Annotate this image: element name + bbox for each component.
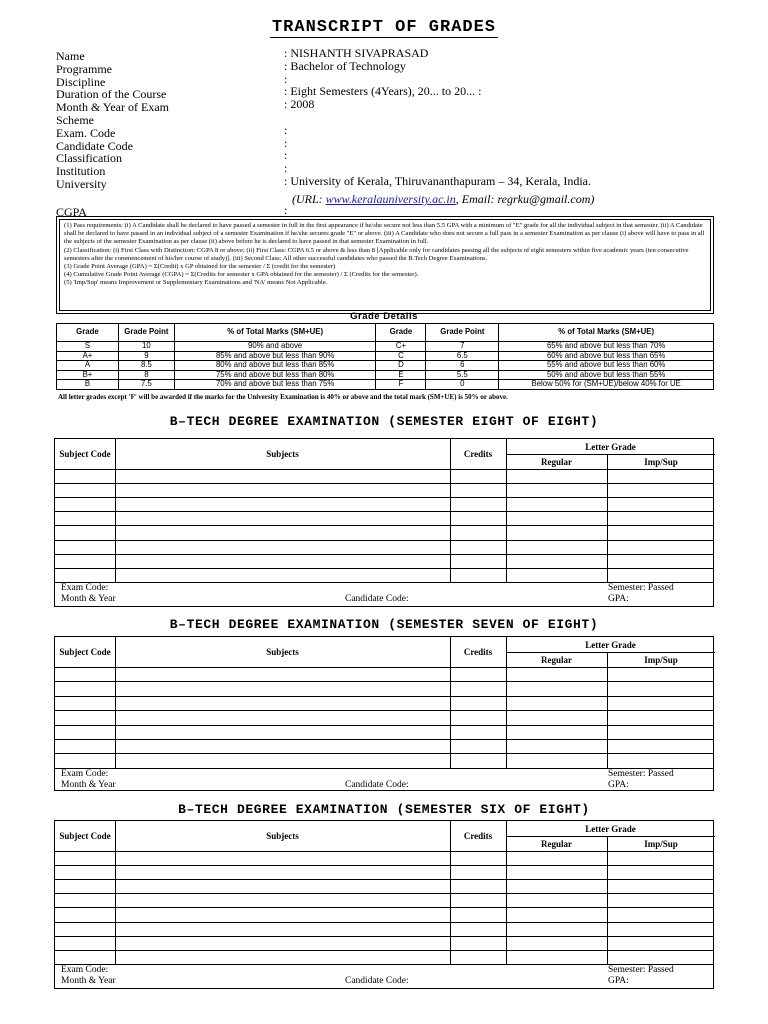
info-value: : University of Kerala, Thiruvananthapuram – 34, Kerala, India. bbox=[284, 173, 592, 188]
info-value: : bbox=[284, 161, 288, 176]
table-row bbox=[55, 681, 713, 695]
grade-cell: 0 bbox=[426, 380, 499, 390]
footer-gpa: GPA: bbox=[608, 975, 629, 986]
footer-month-year: Month & Year bbox=[61, 593, 116, 604]
info-label: Programme bbox=[56, 61, 112, 76]
grade-cell: 85% and above but less than 90% bbox=[174, 351, 376, 361]
grade-cell: Below 50% for (SM+UE)/below 40% for UE bbox=[499, 380, 714, 390]
grade-header-cell: Grade Point bbox=[426, 324, 499, 342]
table-row bbox=[55, 568, 713, 582]
semester-footer bbox=[55, 768, 713, 792]
info-label: Candidate Code bbox=[56, 138, 133, 153]
header-subject-code: Subject Code bbox=[59, 647, 111, 657]
grade-cell: 6.5 bbox=[426, 351, 499, 361]
grade-header-cell: Grade bbox=[376, 324, 426, 342]
footer-month-year: Month & Year bbox=[61, 779, 116, 790]
table-row bbox=[55, 907, 713, 921]
table-row bbox=[55, 893, 713, 907]
info-row bbox=[56, 114, 716, 127]
table-row bbox=[55, 540, 713, 554]
footer-gpa: GPA: bbox=[608, 593, 629, 604]
table-row bbox=[55, 879, 713, 893]
info-label: Classification bbox=[56, 151, 122, 166]
footer-month-year: Month & Year bbox=[61, 975, 116, 986]
table-row bbox=[55, 696, 713, 710]
header-imp-sup: Imp/Sup bbox=[644, 654, 678, 665]
note-item: (4) Cumulative Grade Point Average (CGPA) = Σ(Credits for semester x GPA obtained for the semester) / Σ (Credits for the semester). bbox=[64, 271, 419, 279]
grade-cell: 8 bbox=[118, 370, 174, 380]
footer-exam-code: Exam Code: bbox=[61, 768, 109, 779]
grade-cell: 6 bbox=[426, 361, 499, 371]
info-value: : bbox=[284, 122, 288, 137]
table-row bbox=[55, 511, 713, 525]
grade-details-title: Grade Details bbox=[350, 311, 418, 322]
footer-exam-code: Exam Code: bbox=[61, 582, 109, 593]
table-row bbox=[55, 667, 713, 681]
header-credits: Credits bbox=[463, 831, 493, 841]
note-item: (2) Classification: (i) First Class with Distinction: CGPA 8 or above; (ii) First Class: CGPA 6.5 or above & less than 8 [Applicable only for candidates passing all the subjects of eight semesters within five academic years (ten consecutive semesters after the commencement of his/her course of study)]. (iii) Second Class: All other successful candidates who passed the B.Tech Degree Examinations. bbox=[64, 246, 689, 262]
semester-footer bbox=[55, 964, 713, 990]
grade-cell: 70% and above but less than 75% bbox=[174, 380, 376, 390]
note-item: (3) Grade Point Average (GPA) = Σ(Credit) x GP obtained for the semester / Σ (credit for the semester) bbox=[64, 263, 336, 271]
candidate-info bbox=[56, 46, 716, 191]
table-row bbox=[55, 497, 713, 511]
header-letter-grade: Letter Grade bbox=[585, 441, 636, 452]
grade-header-cell: Grade bbox=[57, 324, 119, 342]
info-label: Duration of the Course bbox=[56, 87, 167, 102]
grade-cell: D bbox=[376, 361, 426, 371]
grade-cell: 7.5 bbox=[118, 380, 174, 390]
header-credits: Credits bbox=[463, 449, 493, 459]
grade-cell: 5.5 bbox=[426, 370, 499, 380]
cgpa-label: CGPA bbox=[56, 205, 87, 219]
info-value: : bbox=[284, 135, 288, 150]
header-subjects: Subjects bbox=[266, 449, 299, 459]
footer-exam-code: Exam Code: bbox=[61, 964, 109, 975]
footer-candidate-code: Candidate Code: bbox=[345, 593, 409, 604]
grade-row bbox=[57, 380, 714, 390]
semester-table bbox=[54, 636, 714, 791]
grade-cell: 75% and above but less than 80% bbox=[174, 370, 376, 380]
footer-semester: Semester: Passed bbox=[608, 768, 674, 779]
grade-details-table bbox=[56, 323, 714, 390]
table-row bbox=[55, 739, 713, 753]
footer-gpa: GPA: bbox=[608, 779, 629, 790]
header-subjects: Subjects bbox=[266, 831, 299, 841]
grade-cell: 9 bbox=[118, 351, 174, 361]
table-row bbox=[55, 483, 713, 497]
grade-cell: E bbox=[376, 370, 426, 380]
table-row bbox=[55, 950, 713, 964]
header-letter-grade: Letter Grade bbox=[585, 823, 636, 834]
info-row bbox=[56, 122, 716, 140]
table-row bbox=[55, 865, 713, 879]
table-row bbox=[55, 725, 713, 739]
info-row bbox=[56, 97, 716, 115]
table-row bbox=[55, 936, 713, 950]
grade-header-cell: % of Total Marks (SM+UE) bbox=[499, 324, 714, 342]
notes-box bbox=[56, 216, 714, 314]
grade-cell: F bbox=[376, 380, 426, 390]
footer-candidate-code: Candidate Code: bbox=[345, 779, 409, 790]
page-title: TRANSCRIPT OF GRADES bbox=[271, 18, 497, 37]
header-letter-grade: Letter Grade bbox=[585, 639, 636, 650]
grade-cell: 55% and above but less than 60% bbox=[499, 361, 714, 371]
grade-cell: A+ bbox=[57, 351, 119, 361]
grade-cell: C bbox=[376, 351, 426, 361]
info-row bbox=[56, 173, 716, 191]
university-contact: (URL: www.keralauniversity.ac.in, Email: regrku@gmail.com) bbox=[292, 192, 595, 206]
info-row bbox=[56, 135, 716, 153]
header-regular: Regular bbox=[541, 654, 572, 665]
semester-footer bbox=[55, 582, 713, 608]
table-row bbox=[55, 753, 713, 767]
info-value: : Eight Semesters (4Years), 20... to 20... : bbox=[284, 84, 482, 99]
grade-row bbox=[57, 361, 714, 371]
grade-cell: A bbox=[57, 361, 119, 371]
footer-semester: Semester: Passed bbox=[608, 582, 674, 593]
semester-title: B–TECH DEGREE EXAMINATION (SEMESTER EIGHT OF EIGHT) bbox=[169, 414, 599, 429]
grade-cell: 50% and above but less than 55% bbox=[499, 370, 714, 380]
grade-cell: 10 bbox=[118, 342, 174, 352]
grade-cell: B+ bbox=[57, 370, 119, 380]
info-value: : NISHANTH SIVAPRASAD bbox=[284, 46, 429, 60]
info-value: : Bachelor of Technology bbox=[284, 58, 406, 73]
grade-header-cell: % of Total Marks (SM+UE) bbox=[174, 324, 376, 342]
info-label: Institution bbox=[56, 164, 106, 179]
info-value: : bbox=[284, 71, 288, 86]
grade-cell: 90% and above bbox=[174, 342, 376, 352]
info-label: Scheme bbox=[56, 112, 94, 127]
semester-title: B–TECH DEGREE EXAMINATION (SEMESTER SIX OF EIGHT) bbox=[178, 802, 590, 817]
header-imp-sup: Imp/Sup bbox=[644, 838, 678, 849]
table-row bbox=[55, 851, 713, 865]
info-label: Month & Year of Exam bbox=[56, 100, 169, 115]
table-row bbox=[55, 554, 713, 568]
info-label: Exam. Code bbox=[56, 125, 116, 140]
header-subject-code: Subject Code bbox=[59, 449, 111, 459]
info-value: : 2008 bbox=[284, 97, 315, 112]
grade-header-cell: Grade Point bbox=[118, 324, 174, 342]
grade-cell: 8.5 bbox=[118, 361, 174, 371]
info-label: University bbox=[56, 176, 107, 191]
note-item: (1) Pass requirements: (i) A Candidate shall be declared to have passed a semester in full in the first appearance if he/she secure not less than 5.5 GPA with a minimum of "E" grade for all the individual subject in that semester. (ii) A Candidate shall be declared to have passed in an individual subject of a semester Examination if he/she secures grade "E" or above. (iii) A Candidate who does not secure a full pass in a semester Examination as per clause (i) above will have to pass in all the subjects of the semester Examination as per clause (ii) above before he is declared to have passed in that semester Examination in full. bbox=[64, 222, 705, 246]
note-item: (5) 'Imp/Sup' means Improvement or Supplementary Examinations and 'NA' means Not Applicable. bbox=[64, 279, 328, 287]
header-regular: Regular bbox=[541, 838, 572, 849]
semester-table bbox=[54, 820, 714, 989]
table-row bbox=[55, 922, 713, 936]
grade-cell: 80% and above but less than 85% bbox=[174, 361, 376, 371]
grade-cell: 65% and above but less than 70% bbox=[499, 342, 714, 352]
header-subject-code: Subject Code bbox=[59, 831, 111, 841]
cgpa-value: : bbox=[284, 203, 288, 217]
semester-title: B–TECH DEGREE EXAMINATION (SEMESTER SEVEN OF EIGHT) bbox=[169, 617, 599, 632]
footer-semester: Semester: Passed bbox=[608, 964, 674, 975]
info-value: : bbox=[284, 148, 288, 163]
grade-row bbox=[57, 342, 714, 352]
header-imp-sup: Imp/Sup bbox=[644, 456, 678, 467]
header-credits: Credits bbox=[463, 647, 493, 657]
info-label: Discipline bbox=[56, 74, 106, 89]
grade-note: All letter grades except 'F' will be awarded if the marks for the University Examination is 40% or above and the total mark (SM+UE) is 50% or above. bbox=[58, 393, 508, 401]
header-subjects: Subjects bbox=[266, 647, 299, 657]
info-label: Name bbox=[56, 49, 85, 63]
table-row bbox=[55, 469, 713, 483]
grade-cell: B bbox=[57, 380, 119, 390]
footer-candidate-code: Candidate Code: bbox=[345, 975, 409, 986]
university-url-link[interactable]: www.keralauniversity.ac.in bbox=[325, 192, 456, 206]
table-row bbox=[55, 710, 713, 724]
info-row bbox=[56, 58, 716, 76]
header-regular: Regular bbox=[541, 456, 572, 467]
grade-cell: C+ bbox=[376, 342, 426, 352]
info-row bbox=[56, 148, 716, 166]
grade-cell: S bbox=[57, 342, 119, 352]
grade-cell: 7 bbox=[426, 342, 499, 352]
semester-table bbox=[54, 438, 714, 607]
table-row bbox=[55, 525, 713, 539]
grade-cell: 60% and above but less than 65% bbox=[499, 351, 714, 361]
